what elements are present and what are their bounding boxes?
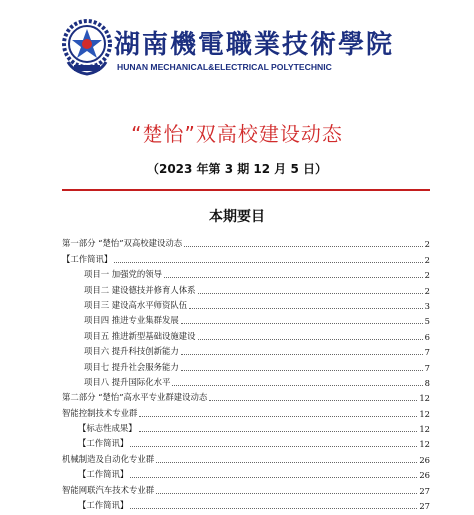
toc-entry[interactable] [62,388,430,403]
toc-label: 【工作简讯】 [62,253,113,264]
toc-leader-dots [209,400,417,401]
toc-entry[interactable] [62,311,430,326]
toc-leader-dots [130,446,417,447]
toc-label: 【工作简讯】 [78,438,129,449]
toc-entry[interactable] [62,496,430,511]
toc-leader-dots [189,308,422,309]
toc-entry[interactable] [62,342,430,357]
toc-leader-dots [181,370,423,371]
document-header [62,18,395,80]
toc-leader-dots [114,262,422,263]
toc-leader-dots [198,293,423,294]
issue-line: （2023 年第 3 期 12 月 5 日） [146,162,328,176]
toc-page-number: 12 [419,393,430,404]
toc-leader-dots [156,493,417,494]
toc-label: 项目七 提升社会服务能力 [84,361,179,372]
school-emblem-icon [62,18,112,76]
toc-leader-dots [198,339,423,340]
toc-entry[interactable] [62,265,430,280]
toc-page-number: 3 [424,300,430,311]
school-name-en: HUNAN MECHANICAL&ELECTRICAL POLYTECHNIC [117,62,332,72]
toc-entry[interactable] [62,434,430,449]
toc-label: 【工作简讯】 [78,500,129,511]
toc-label: 项目二 建设德技并修育人体系 [84,284,196,295]
toc-entry[interactable] [62,357,430,372]
toc-label: 项目八 提升国际化水平 [84,376,171,387]
toc-page-number: 2 [424,285,430,296]
toc-page-number: 2 [424,239,430,250]
toc-entry[interactable] [62,480,430,495]
toc-leader-dots [139,431,418,432]
toc-leader-dots [139,416,417,417]
toc-label: 智能网联汽车技术专业群 [62,484,155,495]
toc-label: 第一部分 “楚怡”双高校建设动态 [62,238,183,249]
toc-page-number: 12 [419,424,430,435]
toc-entry[interactable] [62,449,430,464]
toc-page-number: 12 [419,408,430,419]
toc-entry[interactable] [62,280,430,295]
toc-leader-dots [164,277,423,278]
toc-entry[interactable] [62,373,430,388]
toc-leader-dots [181,354,423,355]
table-of-contents [62,234,430,511]
toc-label: 智能控制技术专业群 [62,407,138,418]
toc-entry[interactable] [62,296,430,311]
red-divider [62,189,430,191]
document-title: “楚怡”双高校建设动态 [131,122,343,146]
toc-page-number: 27 [419,501,430,512]
toc-page-number: 26 [419,454,430,465]
toc-entry[interactable] [62,465,430,480]
toc-page-number: 2 [424,270,430,281]
toc-page-number: 2 [424,254,430,265]
toc-page-number: 6 [424,331,430,342]
toc-leader-dots [130,508,417,509]
toc-entry[interactable] [62,326,430,341]
toc-entry[interactable] [62,234,430,249]
toc-leader-dots [172,385,422,386]
toc-label: 项目三 建设高水平师资队伍 [84,299,188,310]
toc-page-number: 27 [419,485,430,496]
toc-page-number: 8 [424,377,430,388]
toc-label: 机械制造及自动化专业群 [62,453,155,464]
toc-page-number: 12 [419,439,430,450]
toc-label: 【工作简讯】 [78,469,129,480]
toc-entry[interactable] [62,403,430,418]
toc-label: 项目四 推进专业集群发展 [84,315,179,326]
toc-page-number: 7 [424,362,430,373]
toc-label: 【标志性成果】 [78,423,137,434]
toc-entry[interactable] [62,249,430,264]
toc-entry[interactable] [62,419,430,434]
toc-label: 项目五 推进新型基础设施建设 [84,330,196,341]
toc-page-number: 26 [419,470,430,481]
toc-leader-dots [181,323,423,324]
toc-leader-dots [156,462,417,463]
toc-page-number: 5 [424,316,430,327]
toc-label: 项目一 加强党的领导 [84,269,163,280]
toc-page-number: 7 [424,347,430,358]
toc-heading: 本期要目 [209,209,265,225]
toc-label: 第二部分 “楚怡”高水平专业群建设动态 [62,392,208,403]
toc-label: 项目六 提升科技创新能力 [84,346,179,357]
school-name-cn: 湖南機電職業技術學院 [114,30,395,60]
toc-leader-dots [130,477,417,478]
toc-leader-dots [184,246,423,247]
